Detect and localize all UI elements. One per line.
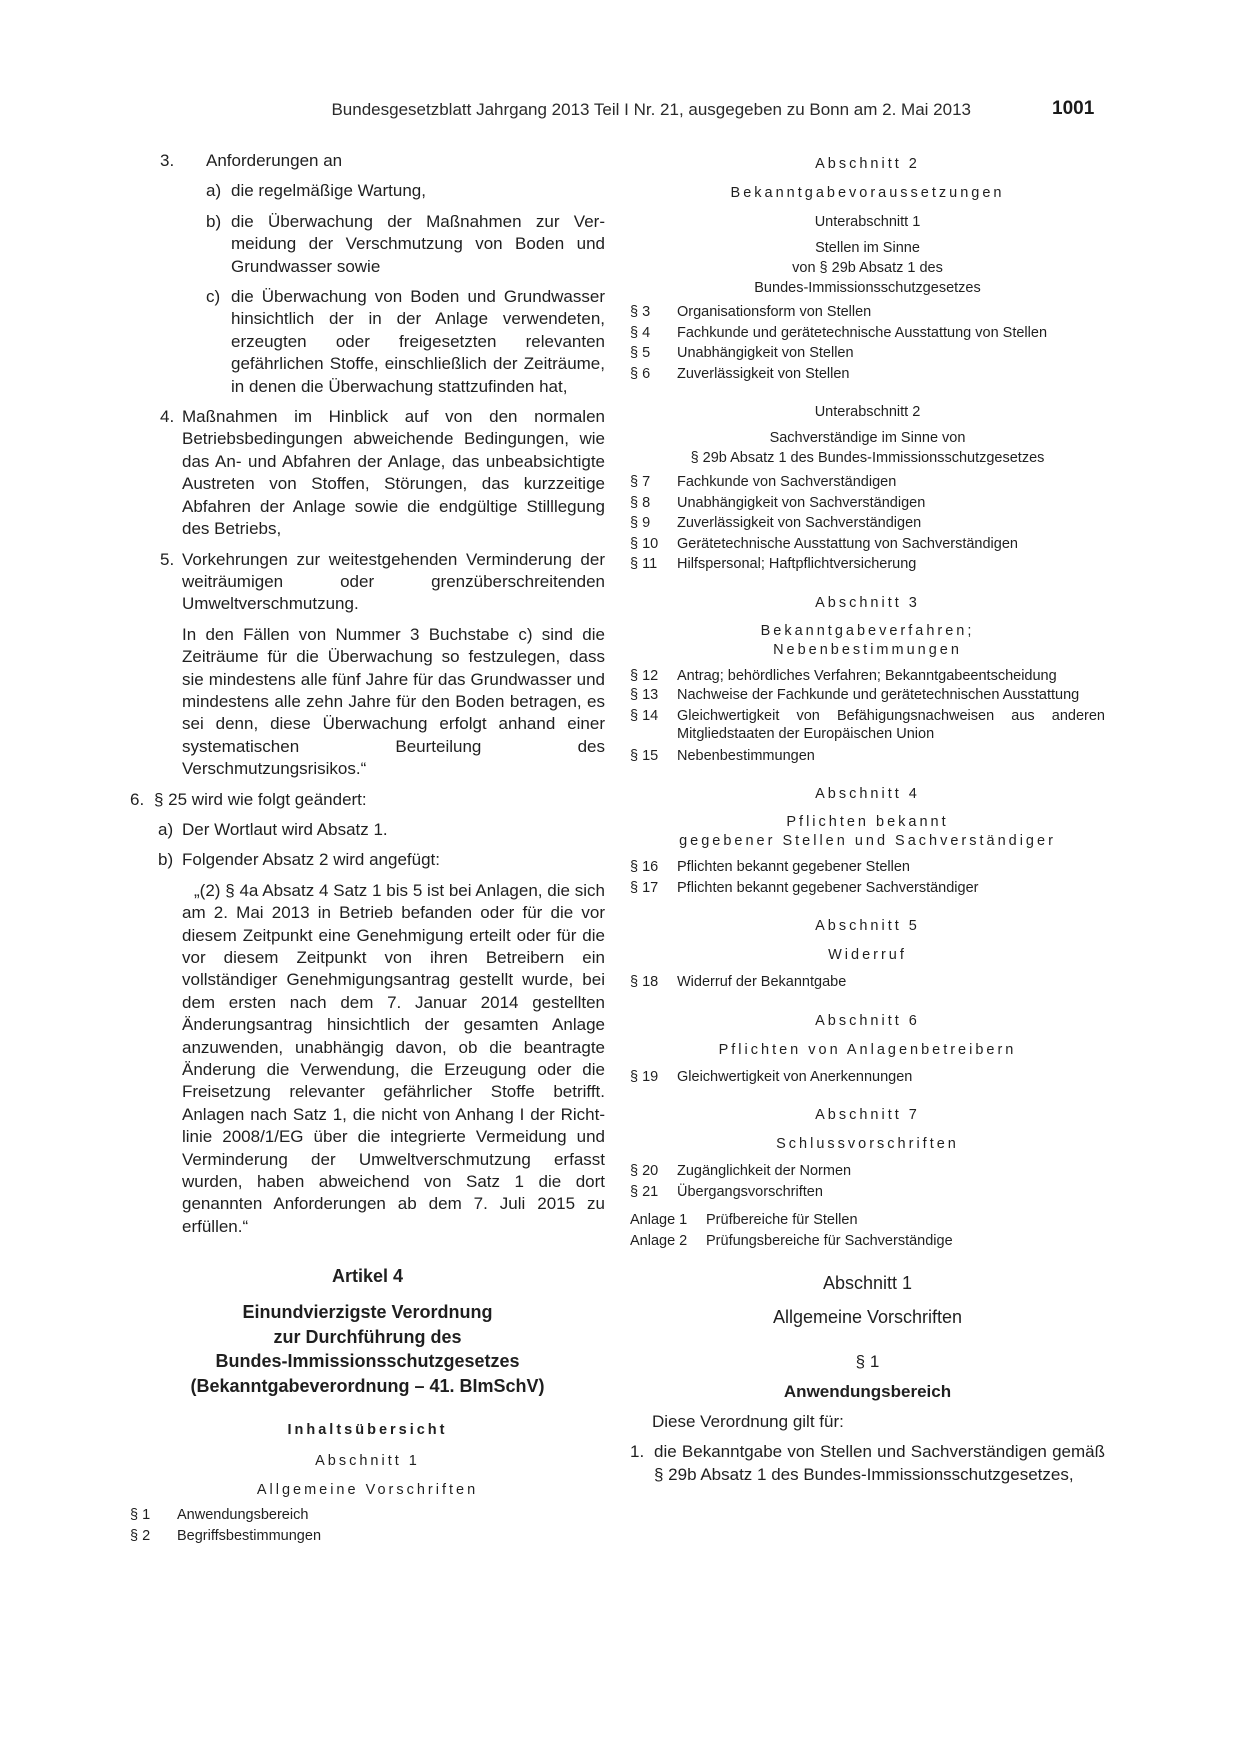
- regulation-title: Einundvierzigste Verordnung zur Durchführung des Bundes-Immissionsschutzgesetzes (Bekanntgabeverordnung – 41. BImSchV): [190, 1302, 545, 1396]
- list-item-6: 6. § 25 wird wie folgt geändert:: [130, 789, 367, 809]
- page-number: 1001: [1052, 98, 1095, 119]
- toc-row: § 19 Gleichwertigkeit von Anerkennungen: [630, 1068, 913, 1085]
- toc-row: § 11 Hilfspersonal; Haftpflichtversicherung: [630, 556, 917, 572]
- toc-row: § 15 Nebenbestimmungen: [630, 747, 815, 764]
- toc-heading: Inhaltsübersicht: [287, 1422, 448, 1439]
- toc-list-anlagen: [630, 1210, 1105, 1251]
- toc-row: § 12 Antrag; behördliches Verfahren; Bekanntgabeentscheidung: [630, 667, 1057, 684]
- toc-abschnitt-6-title: Pflichten von Anlagenbetreibern: [718, 1041, 1017, 1058]
- section-list-item-1: 1. die Bekanntgabe von Stellen und Sachverständigen gemäß § 29b Absatz 1 des Bundes-Immissionsschutzgesetzes,: [630, 1442, 1105, 1484]
- toc-list-abschnitt-7: [630, 1161, 1105, 1202]
- toc-list-abschnitt-4: [630, 857, 1105, 898]
- section-abschnitt-title: Allgemeine Vorschriften: [772, 1307, 963, 1327]
- list-item-3c: c) die Überwachung von Boden und Grundwasser hinsichtlich der in der Anlage verwendeten, erzeugten oder freigesetzten relevanten gefährlichen Stoffe, einschließlich der Zeiträume, in denen die Überwachung stattzufinden hat,: [206, 287, 605, 396]
- toc-row: § 17 Pflichten bekannt gegebener Sachverständiger: [630, 879, 979, 896]
- page-header: [0, 100, 1241, 124]
- closing-paragraph: In den Fällen von Nummer 3 Buchstabe c) sind die Zeiträume für die Überwachung so festzulegen, dass sie mindestens alle fünf Jahre für das Grundwasser und mindestens alle zehn Jahre für den Boden betragen, es sei denn, diese Überwachung erfolgt anhand einer systematischen Beurteilung des Verschmutzungsrisikos.“: [182, 624, 605, 779]
- toc-unterabschnitt-2-title: Sachverständige im Sinne von § 29b Absatz 1 des Bundes-Immissionsschutzgesetzes: [690, 430, 1045, 466]
- toc-list-abschnitt-5: [630, 972, 1105, 993]
- toc-row: § 1 Anwendungsbereich: [130, 1507, 309, 1524]
- quoted-paragraph: „(2) § 4a Absatz 4 Satz 1 bis 5 ist bei Anlagen, die sich am 2. Mai 2013 in Betrieb befanden oder für die vor diesem Zeitpunkt eine Genehmigung erteilt oder für die vor diesem Zeitpunkt von ihren Betreibern ein vollständiger Genehmigungsantrag gestellt wurde, bei dem ersten nach dem 7. Januar 2014 gestellten Änderungsantrag hinsichtlich der gesamten Anlage anzuwenden, unabhängig davon, ob die beantragte Änderung die Verwendung, die Erzeugung oder die Freisetzung relevanter gefährlicher Stoffe betrifft. Anlagen nach Satz 1, die nicht von Anhang I der Richtlinie 2008/1/EG über die integrierte Vermeidung und Verminderung der Umweltverschmutzung erfasst wurden, haben abweichend von Satz 1 die dort genannten Anforderungen ab dem 7. Juli 2015 zu erfüllen.“: [182, 880, 605, 1236]
- toc-row: § 8 Unabhängigkeit von Sachverständigen: [630, 494, 926, 511]
- toc-unterabschnitt-2-label: Unterabschnitt 2: [814, 404, 921, 420]
- section-abschnitt-label: Abschnitt 1: [822, 1273, 913, 1293]
- toc-row: § 9 Zuverlässigkeit von Sachverständigen: [630, 515, 922, 531]
- toc-abschnitt-6-label: Abschnitt 6: [815, 1012, 920, 1029]
- toc-abschnitt-4-title: Pflichten bekannt gegebener Stellen und Sachverständiger: [679, 814, 1056, 849]
- section-intro: Diese Verordnung gilt für:: [652, 1412, 844, 1431]
- toc-abschnitt-2-title: Bekanntgabevoraussetzungen: [730, 185, 1005, 201]
- left-column: [130, 150, 605, 1546]
- toc-row: § 20 Zugänglichkeit der Normen: [630, 1163, 852, 1179]
- toc-abschnitt-2-label: Abschnitt 2: [815, 156, 920, 172]
- list-item-5: 5. Vorkehrungen zur weitestgehenden Verminderung der weiträumigen oder grenzüberschreitenden Umweltverschmutzung.: [160, 549, 605, 614]
- list-item-3: 3. Anforderungen an: [160, 151, 343, 170]
- list-item-3a: a) die regelmäßige Wartung,: [206, 181, 426, 201]
- list-item-3b: b) die Überwachung der Maßnahmen zur Vermeidung der Verschmutzung von Boden und Grundwasser sowie: [206, 211, 605, 276]
- toc-row: § 10 Gerätetechnische Ausstattung von Sachverständigen: [630, 535, 1018, 552]
- toc-abschnitt-3-title: Bekanntgabeverfahren; Nebenbestimmungen: [760, 622, 975, 658]
- list-item-6b: b) Folgender Absatz 2 wird angefügt:: [158, 850, 440, 870]
- section-paragraph-title: Anwendungsbereich: [783, 1382, 952, 1401]
- toc-abschnitt-1-title: Allgemeine Vorschriften: [256, 1482, 479, 1499]
- toc-unterabschnitt-1-title: Stellen im Sinne von § 29b Absatz 1 des Bundes-Immissionsschutzgesetzes: [754, 240, 981, 296]
- list-item-6a: a) Der Wortlaut wird Absatz 1.: [158, 819, 388, 839]
- toc-row: § 5 Unabhängigkeit von Stellen: [630, 345, 854, 361]
- toc-row: § 2 Begriffsbestimmungen: [130, 1527, 322, 1544]
- toc-row: § 14 Gleichwertigkeit von Befähigungsnachweisen aus anderen Mitgliedstaaten der Europäischen Union: [630, 707, 1105, 742]
- toc-abschnitt-5-title: Widerruf: [828, 947, 907, 963]
- toc-abschnitt-1-label: Abschnitt 1: [315, 1453, 420, 1470]
- toc-abschnitt-7-title: Schlussvorschriften: [776, 1136, 959, 1152]
- toc-row: § 21 Übergangsvorschriften: [630, 1183, 823, 1200]
- toc-row: § 6 Zuverlässigkeit von Stellen: [630, 365, 850, 382]
- toc-row: Anlage 1 Prüfbereiche für Stellen: [630, 1212, 858, 1228]
- toc-row: § 18 Widerruf der Bekanntgabe: [630, 974, 847, 990]
- right-column: [630, 150, 1105, 1486]
- toc-list-unterabschnitt-2: [630, 472, 1105, 575]
- toc-abschnitt-7-label: Abschnitt 7: [815, 1107, 920, 1123]
- toc-row: § 4 Fachkunde und gerätetechnische Ausstattung von Stellen: [630, 324, 1048, 341]
- toc-abschnitt-5-label: Abschnitt 5: [815, 918, 920, 934]
- section-paragraph-number: § 1: [855, 1352, 880, 1371]
- artikel-heading: Artikel 4: [331, 1266, 404, 1287]
- toc-abschnitt-4-label: Abschnitt 4: [815, 786, 920, 802]
- toc-row: Anlage 2 Prüfungsbereiche für Sachverständige: [630, 1232, 953, 1249]
- list-item-4: 4. Maßnahmen im Hinblick auf von den normalen Betriebsbedingungen abweichende Bedingungen, wie das An- und Abfahren der Anlage, das unbeabsichtigte Austreten von Stoffen, Störungen, das kurzzeitige Abfahren der Anlage sowie die endgültige Stilllegung des Betriebs,: [160, 407, 605, 539]
- toc-list-abschnitt-3: [630, 666, 1105, 767]
- toc-row: § 13 Nachweise der Fachkunde und gerätetechnischen Ausstattung: [630, 687, 1080, 703]
- toc-row: § 3 Organisationsform von Stellen: [630, 304, 872, 320]
- toc-row: § 16 Pflichten bekannt gegebener Stellen: [630, 859, 910, 875]
- toc-unterabschnitt-1-label: Unterabschnitt 1: [814, 214, 921, 230]
- toc-list-unterabschnitt-1: [630, 302, 1105, 384]
- toc-row: § 7 Fachkunde von Sachverständigen: [630, 474, 897, 490]
- toc-list-abschnitt-6: [630, 1067, 1105, 1088]
- toc-list-abschnitt-1: [130, 1505, 605, 1546]
- toc-abschnitt-3-label: Abschnitt 3: [815, 594, 920, 611]
- running-header: Bundesgesetzblatt Jahrgang 2013 Teil I Nr. 21, ausgegeben zu Bonn am 2. Mai 2013: [331, 100, 971, 119]
